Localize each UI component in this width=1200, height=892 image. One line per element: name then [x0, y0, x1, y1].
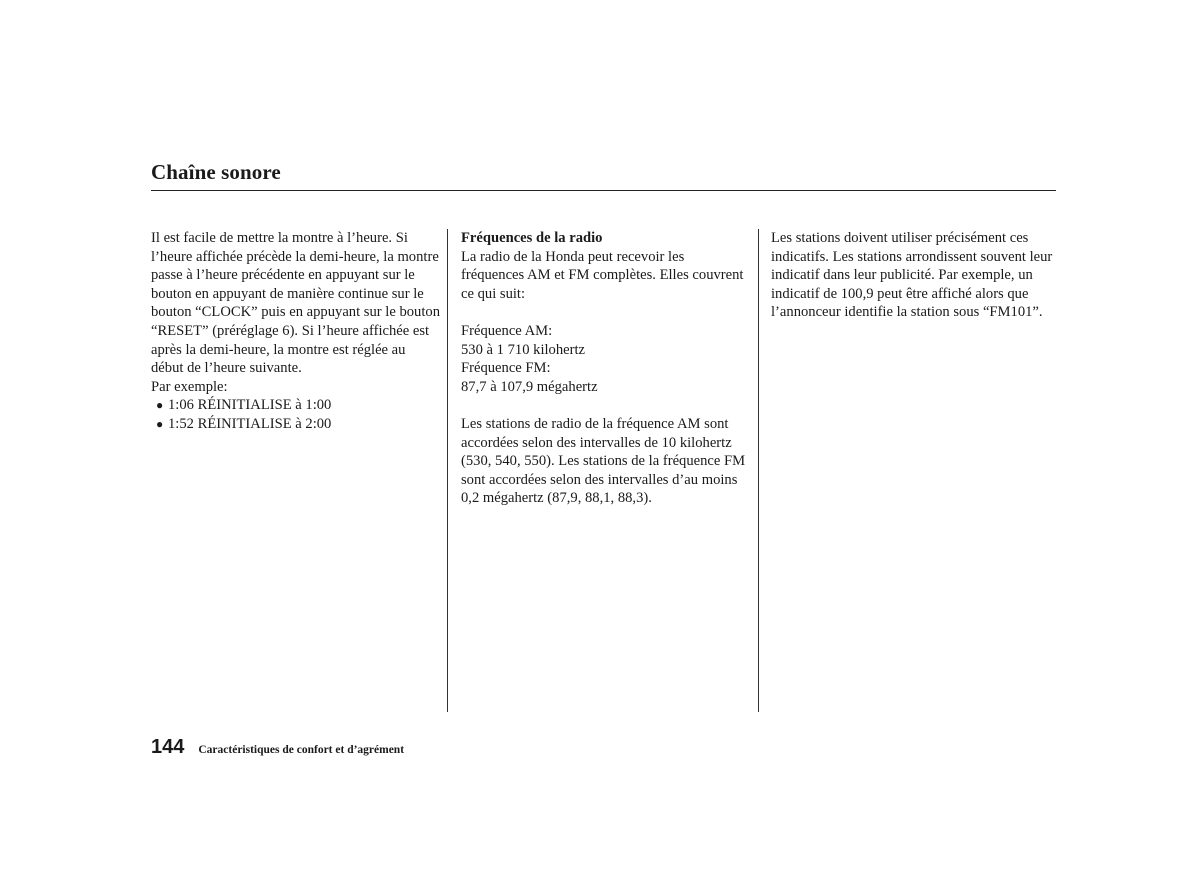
- list-item: [151, 396, 441, 415]
- spacer: [461, 396, 751, 415]
- column-divider: [447, 229, 448, 712]
- list-item-text: 1:06 RÉINITIALISE à 1:00: [168, 397, 332, 414]
- column-radio-frequencies: [461, 229, 751, 508]
- title-rule: [151, 190, 1056, 191]
- column-divider: [758, 229, 759, 712]
- fm-range: 87,7 à 107,9 mégahertz: [461, 378, 598, 395]
- spacer: [461, 303, 751, 322]
- example-label: Par exemple:: [151, 378, 228, 395]
- column-station-identifiers: [771, 229, 1063, 322]
- list-item: [151, 415, 441, 434]
- page-title: Chaîne sonore: [151, 160, 281, 184]
- example-list: [151, 396, 441, 433]
- clock-paragraph: Il est facile de mettre la montre à l’heure. Si l’heure affichée précède la demi-heure, la montre passe à l’heure précédente en appuyant sur le bouton en appuyant de manière continue sur le bouton “CLOCK” puis en appuyant sur le bouton “RESET” (préréglage 6). Si l’heure affichée est après la demi-heure, la montre est réglée au début de l’heure suivante.: [151, 230, 440, 377]
- am-range: 530 à 1 710 kilohertz: [461, 341, 586, 358]
- intervals-paragraph: Les stations de radio de la fréquence AM sont accordées selon des intervalles de 10 kilohertz (530, 540, 550). Les stations de la fréquence FM sont accordées selon des intervalles d’au moins 0,2 mégahertz (87,9, 88,1, 88,3).: [461, 415, 746, 507]
- page-number: 144: [151, 736, 185, 758]
- page-footer: [151, 736, 404, 759]
- identifiers-paragraph: Les stations doivent utiliser précisément ces indicatifs. Les stations arrondissent souvent leur indicatif dans leur publicité. Par exemple, un indicatif de 100,9 peut être affiché alors que l’annonceur identifie la station sous “FM101”.: [771, 230, 1053, 321]
- am-label: Fréquence AM:: [461, 322, 553, 339]
- list-item-text: 1:52 RÉINITIALISE à 2:00: [168, 415, 332, 432]
- bullet-icon: ●: [156, 416, 164, 431]
- footer-caption: Caractéristiques de confort et d’agrément: [198, 744, 405, 756]
- bullet-icon: ●: [156, 398, 164, 413]
- column-clock-setting: [151, 229, 441, 434]
- intro-paragraph: La radio de la Honda peut recevoir les fréquences AM et FM complètes. Elles couvrent ce qui suit:: [461, 248, 744, 302]
- fm-label: Fréquence FM:: [461, 360, 551, 377]
- section-heading: Fréquences de la radio: [461, 230, 603, 246]
